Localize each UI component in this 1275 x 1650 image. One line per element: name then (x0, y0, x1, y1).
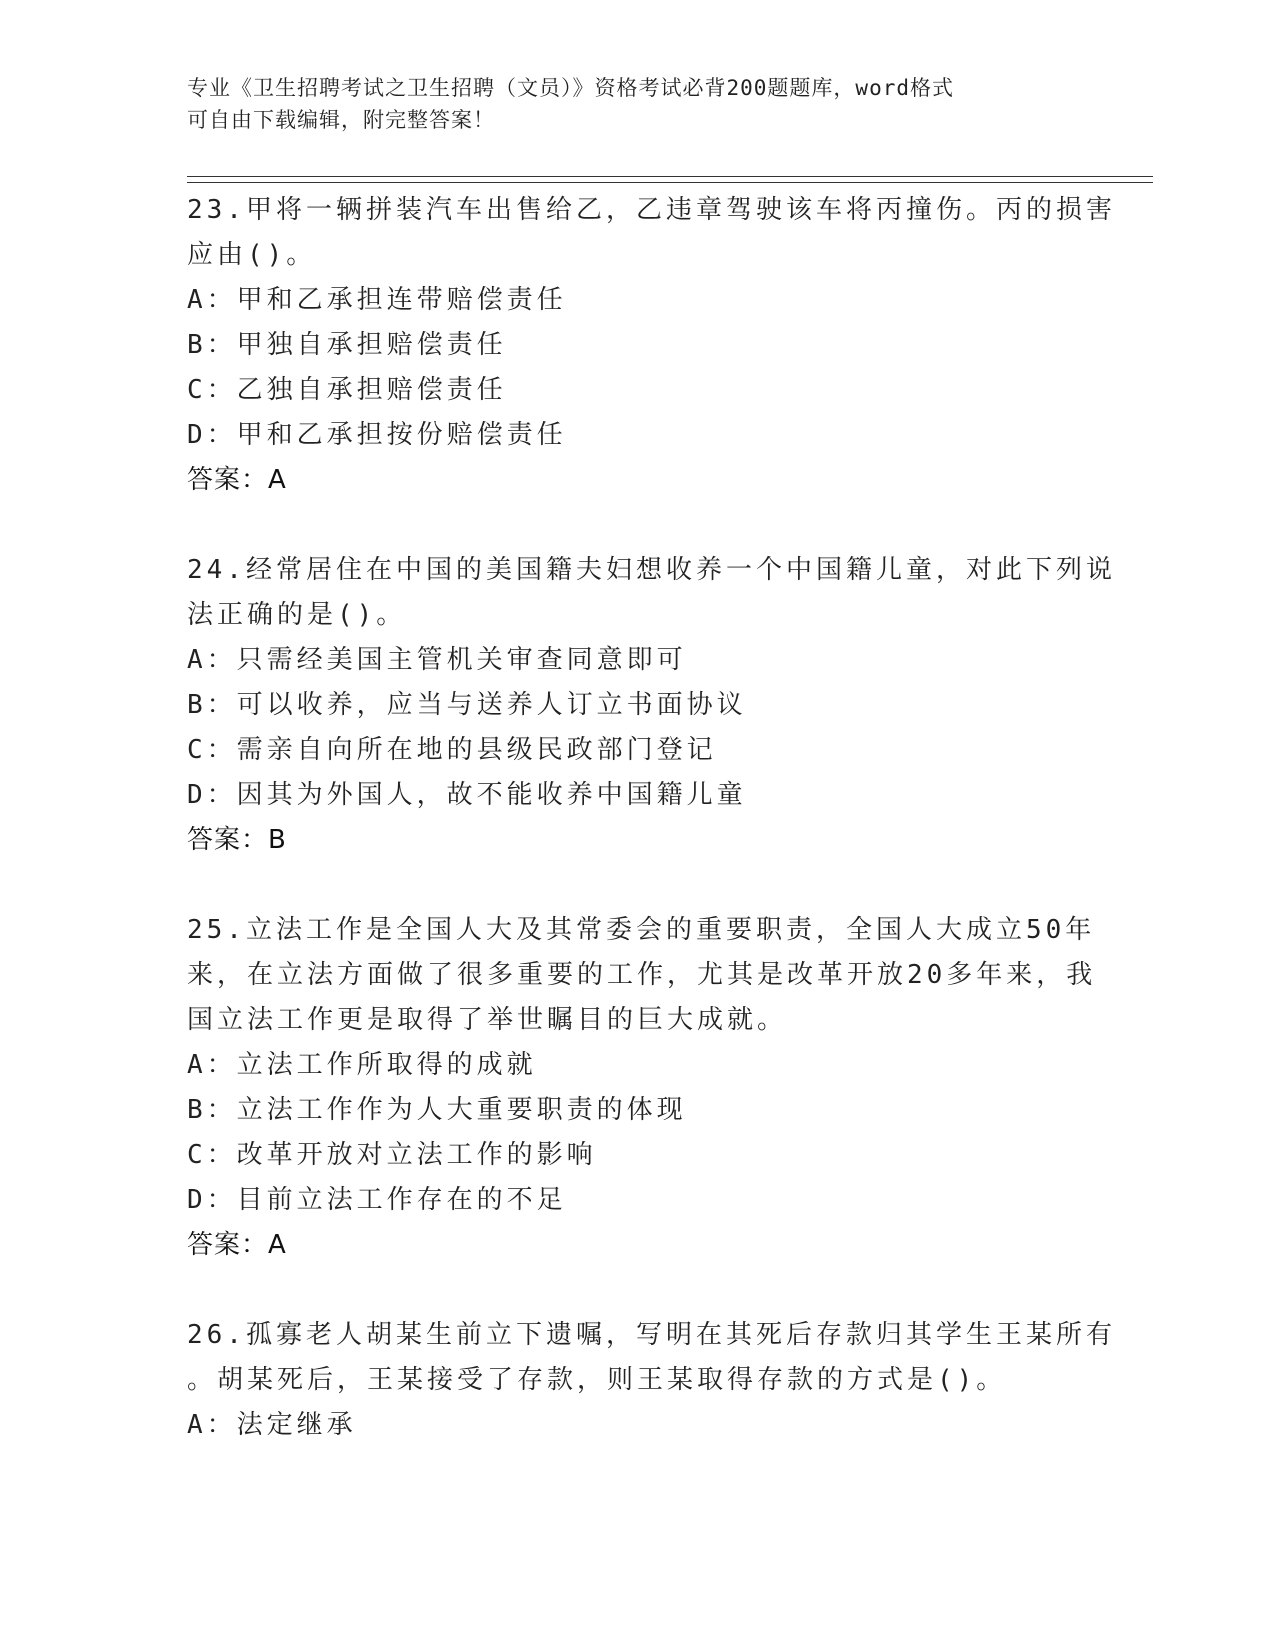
question-25 (187, 908, 1097, 1268)
option-b: B：可以收养，应当与送养人订立书面协议 (187, 690, 747, 720)
option-d: D：甲和乙承担按份赔偿责任 (187, 420, 567, 450)
question-stem-line: 23.甲将一辆拼装汽车出售给乙，乙违章驾驶该车将丙撞伤。丙的损害 (187, 195, 1116, 225)
question-stem (187, 188, 1116, 278)
answer-line: 答案：A (187, 465, 287, 495)
option-a: A：立法工作所取得的成就 (187, 1050, 537, 1080)
question-26 (187, 1313, 1116, 1448)
option-d: D：目前立法工作存在的不足 (187, 1185, 567, 1215)
option-b: B：立法工作作为人大重要职责的体现 (187, 1095, 687, 1125)
header-divider-top (187, 176, 1153, 177)
answer-line: 答案：B (187, 825, 287, 855)
question-stem-line: 26.孤寡老人胡某生前立下遗嘱，写明在其死后存款归其学生王某所有 (187, 1320, 1116, 1350)
question-23 (187, 188, 1116, 503)
option-c: C：乙独自承担赔偿责任 (187, 375, 507, 405)
question-stem (187, 548, 1116, 638)
header-line-2: 可自由下载编辑，附完整答案！ (187, 108, 495, 132)
document-header (187, 72, 1067, 136)
question-stem-line: 国立法工作更是取得了举世瞩目的巨大成就。 (187, 1005, 788, 1035)
question-stem-line: 法正确的是()。 (187, 600, 407, 630)
question-spacer (187, 863, 1087, 908)
question-stem-line: 。胡某死后，王某接受了存款，则王某取得存款的方式是()。 (187, 1365, 1007, 1395)
question-list (187, 188, 1116, 1448)
header-divider-bottom (187, 182, 1153, 183)
option-d: D：因其为外国人，故不能收养中国籍儿童 (187, 780, 747, 810)
question-spacer (187, 503, 1087, 548)
option-c: C：需亲自向所在地的县级民政部门登记 (187, 735, 717, 765)
option-a: A：只需经美国主管机关审查同意即可 (187, 645, 687, 675)
question-spacer (187, 1268, 1087, 1313)
option-c: C：改革开放对立法工作的影响 (187, 1140, 597, 1170)
question-stem-line: 应由()。 (187, 240, 317, 270)
answer-line: 答案：A (187, 1230, 287, 1260)
question-24 (187, 548, 1116, 863)
question-stem-line: 25.立法工作是全国人大及其常委会的重要职责，全国人大成立50年 (187, 915, 1096, 945)
header-line-1: 专业《卫生招聘考试之卫生招聘（文员）》资格考试必背200题题库，word格式 (187, 76, 954, 100)
option-a: A：甲和乙承担连带赔偿责任 (187, 285, 567, 315)
question-stem-line: 来，在立法方面做了很多重要的工作，尤其是改革开放20多年来，我 (187, 960, 1097, 990)
question-stem-line: 24.经常居住在中国的美国籍夫妇想收养一个中国籍儿童，对此下列说 (187, 555, 1116, 585)
question-stem (187, 1313, 1116, 1403)
option-a: A：法定继承 (187, 1410, 357, 1440)
option-b: B：甲独自承担赔偿责任 (187, 330, 507, 360)
question-stem (187, 908, 1097, 1043)
